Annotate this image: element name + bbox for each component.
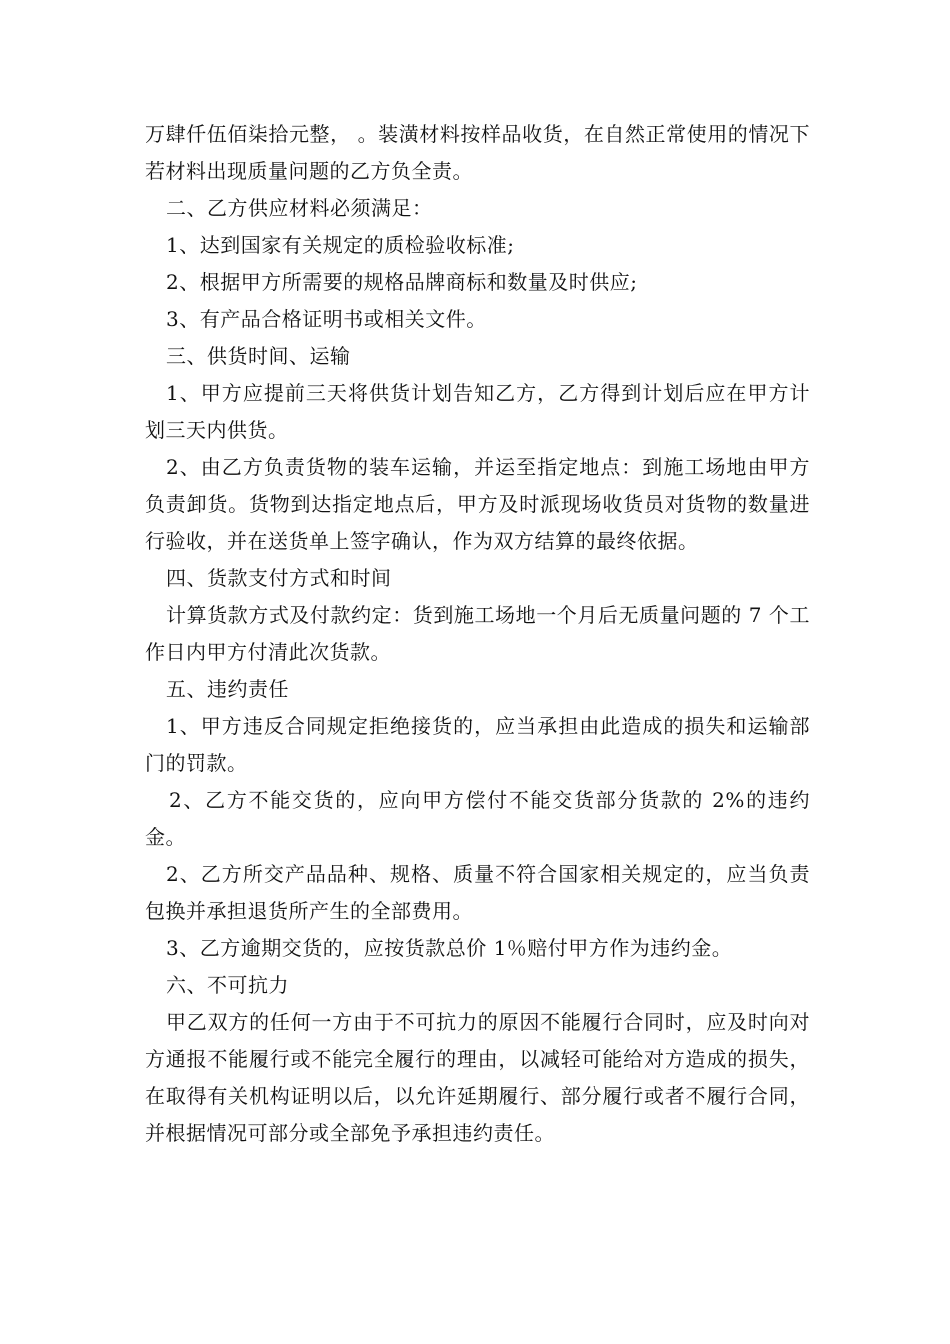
list-item-refuse-delivery: 1、甲方违反合同规定拒绝接货的，应当承担由此造成的损失和运输部门的罚款。: [145, 714, 810, 775]
list-item-nonconforming-product: 2、乙方所交产品品种、规格、质量不符合国家相关规定的，应当负责包换并承担退货所产生的全部费用。: [145, 862, 810, 923]
paragraph-payment-terms: 计算货款方式及付款约定：货到施工场地一个月后无质量问题的 7 个工作日内甲方付清此次货款。: [145, 603, 810, 664]
document-body: [145, 116, 810, 1152]
heading-force-majeure: 六、不可抗力: [166, 973, 289, 997]
heading-payment-method: 四、货款支付方式和时间: [166, 566, 392, 590]
list-item-cannot-deliver: 2、乙方不能交货的，应向甲方偿付不能交货部分货款的 2%的违约金。: [145, 788, 810, 849]
heading-material-requirements: 二、乙方供应材料必须满足：: [166, 196, 433, 220]
heading-delivery-transport: 三、供货时间、运输: [166, 344, 351, 368]
list-item-certificate: 3、有产品合格证明书或相关文件。: [166, 307, 487, 331]
list-item-timely-supply: 2、根据甲方所需要的规格品牌商标和数量及时供应;: [166, 270, 638, 294]
list-item-quality-standard: 1、达到国家有关规定的质检验收标准;: [166, 233, 515, 257]
list-item-transport: 2、由乙方负责货物的装车运输，并运至指定地点：到施工场地由甲方负责卸货。货物到达指定地点后，甲方及时派现场收货员对货物的数量进行验收，并在送货单上签字确认，作为双方结算的最终依据。: [145, 455, 810, 553]
list-item-supply-plan: 1、甲方应提前三天将供货计划告知乙方，乙方得到计划后应在甲方计划三天内供货。: [145, 381, 810, 442]
paragraph-force-majeure: 甲乙双方的任何一方由于不可抗力的原因不能履行合同时，应及时向对方通报不能履行或不能完全履行的理由，以减轻可能给对方造成的损失，在取得有关机构证明以后，以允许延期履行、部分履行或者不履行合同，并根据情况可部分或全部免予承担违约责任。: [145, 1010, 810, 1145]
list-item-late-delivery: 3、乙方逾期交货的，应按货款总价 1％赔付甲方作为违约金。: [166, 936, 733, 960]
heading-breach-liability: 五、违约责任: [166, 677, 289, 701]
paragraph-payment-amount: 万肆仟伍佰柒拾元整， 。装潢材料按样品收货，在自然正常使用的情况下若材料出现质量问题的乙方负全责。: [145, 122, 810, 183]
